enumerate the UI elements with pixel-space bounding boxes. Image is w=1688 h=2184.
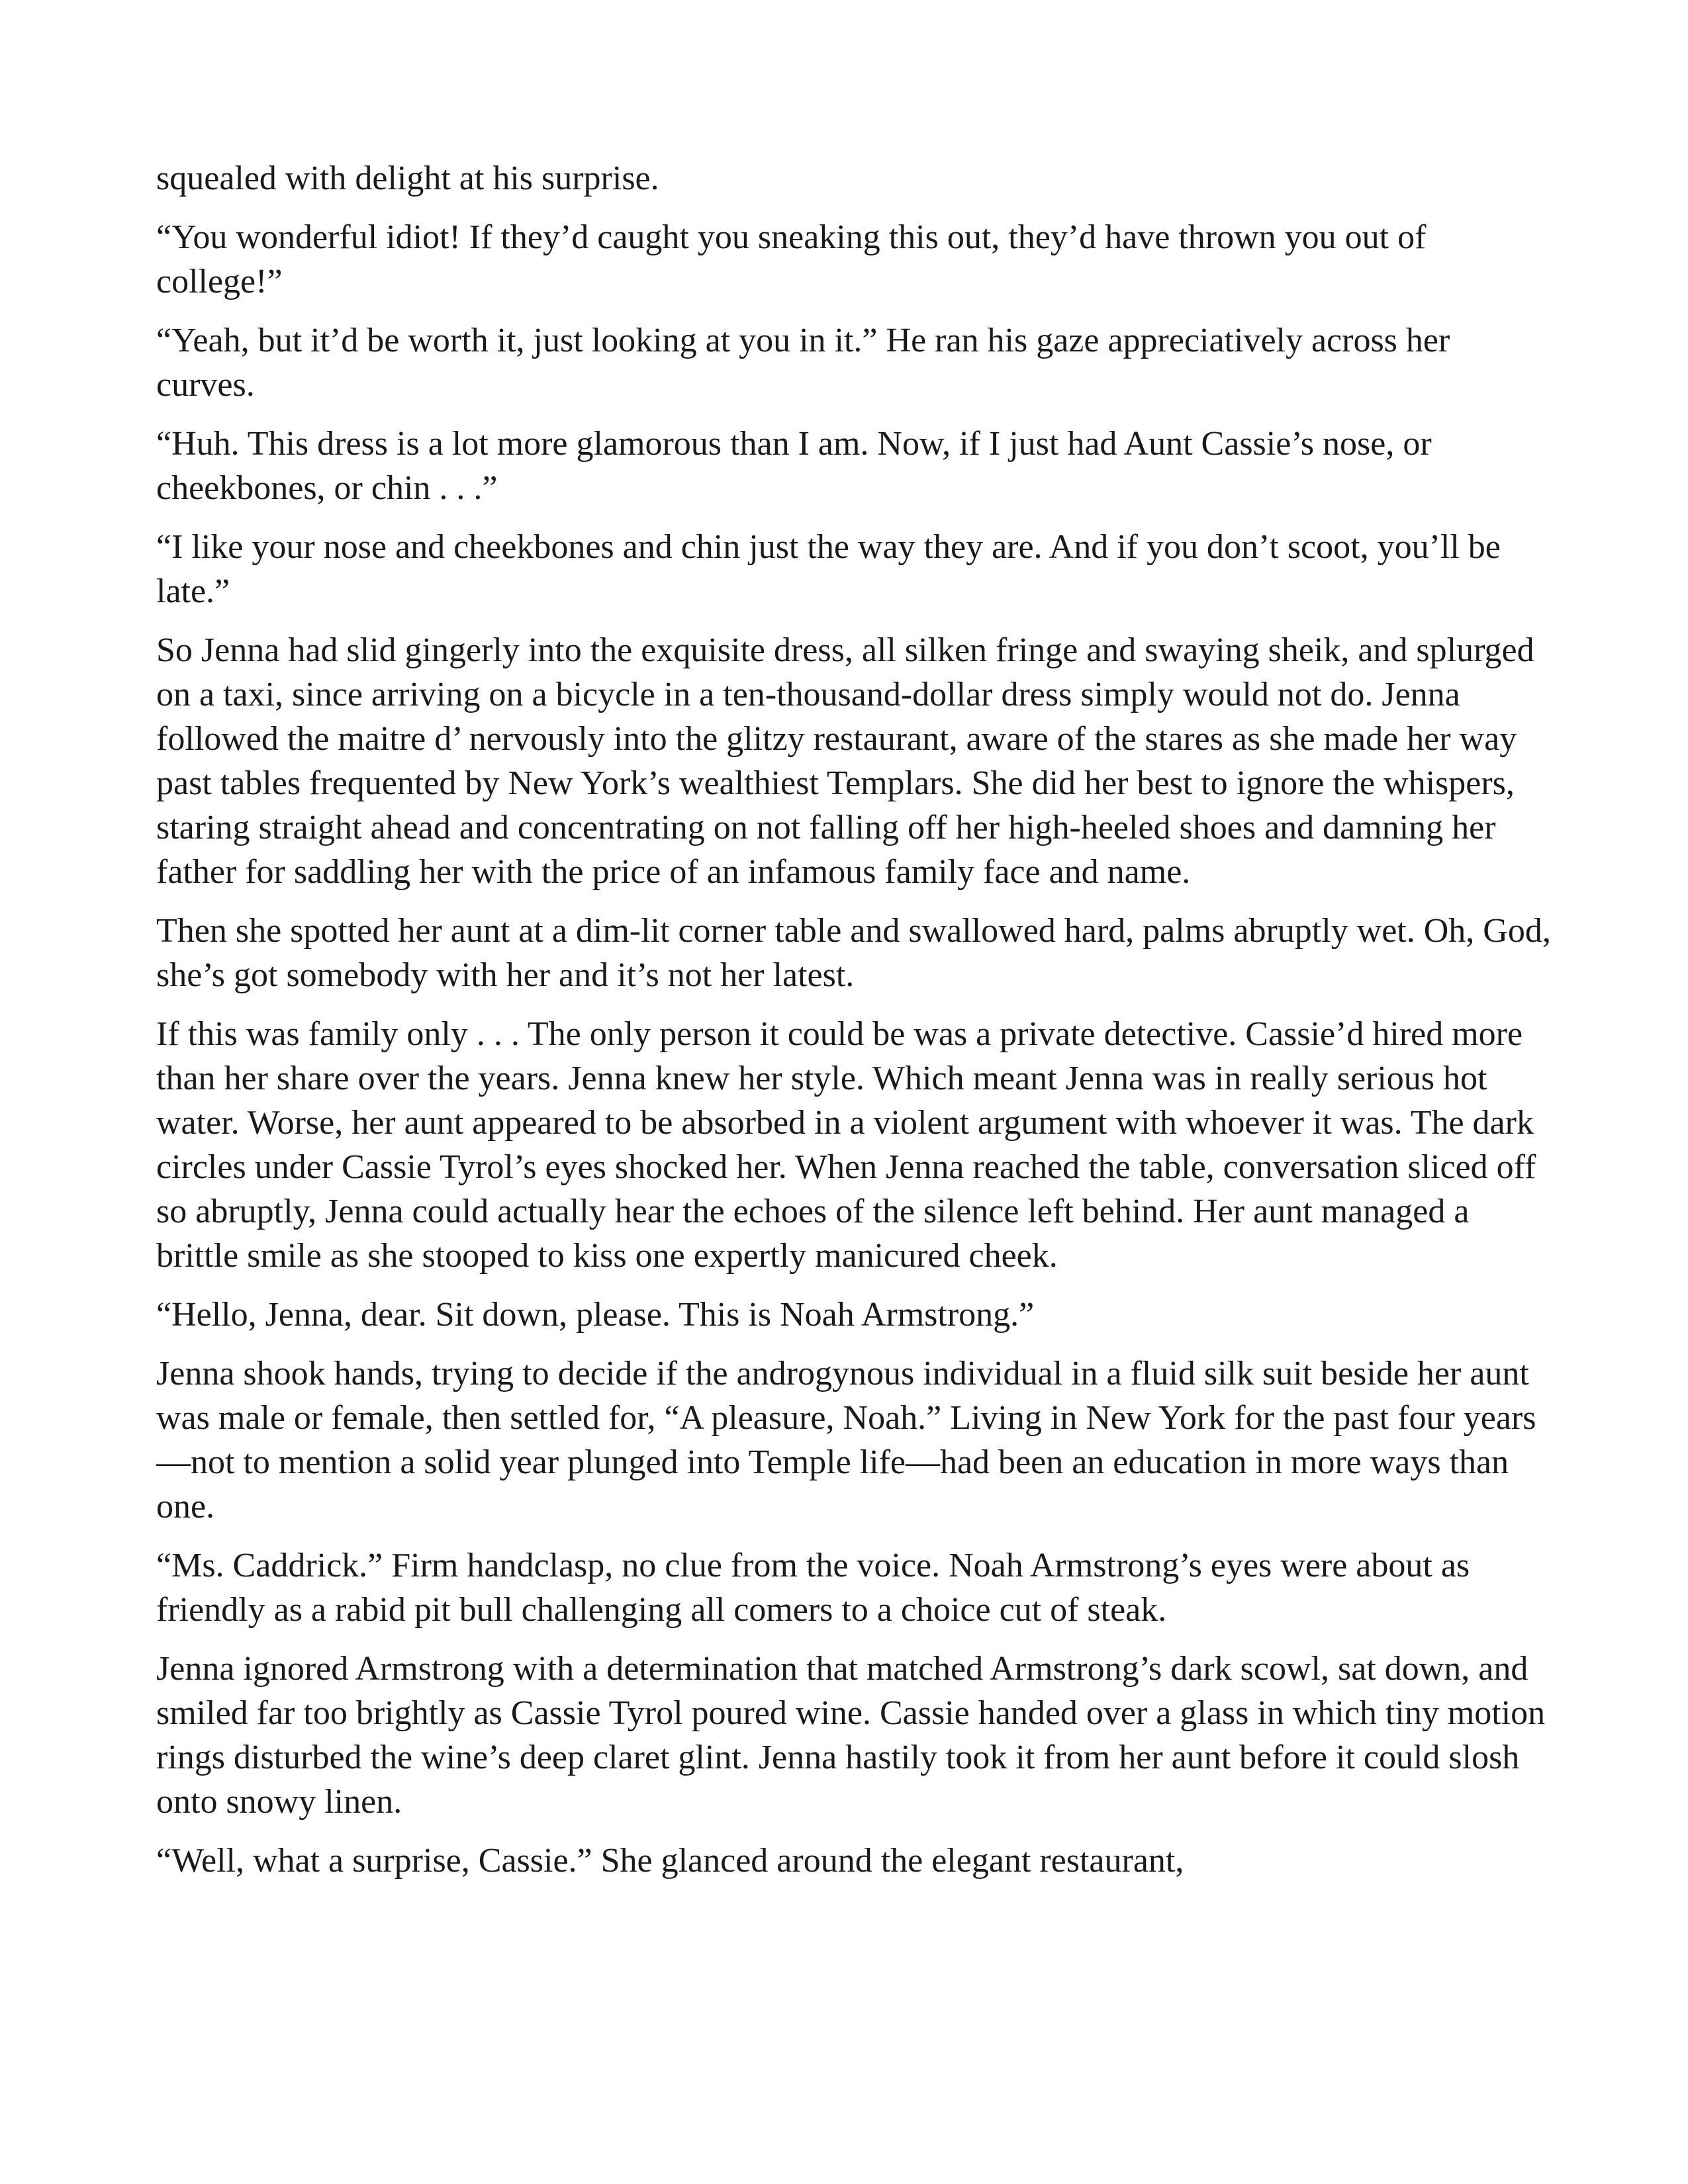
- paragraph: “I like your nose and cheekbones and chin just the way they are. And if you don’t scoot, you’ll be late.”: [156, 528, 1501, 610]
- paragraph: “Well, what a surprise, Cassie.” She glanced around the elegant restaurant,: [156, 1842, 1184, 1880]
- paragraph: squealed with delight at his surprise.: [156, 159, 659, 197]
- page-body: [156, 156, 1553, 1897]
- paragraph: So Jenna had slid gingerly into the exquisite dress, all silken fringe and swaying sheik, and splurged on a taxi, since arriving on a bicycle in a ten-thousand-dollar dress simply would not do. Jenna followed the maitre d’ nervously into the glitzy restaurant, aware of the stares as she made her way past tables frequented by New York’s wealthiest Templars. She did her best to ignore the whispers, staring straight ahead and concentrating on not falling off her high-heeled shoes and damning her father for saddling her with the price of an infamous family face and name.: [156, 631, 1534, 891]
- paragraph: Jenna ignored Armstrong with a determination that matched Armstrong’s dark scowl, sat down, and smiled far too brightly as Cassie Tyrol poured wine. Cassie handed over a glass in which tiny motion rings disturbed the wine’s deep claret glint. Jenna hastily took it from her aunt before it could slosh onto snowy linen.: [156, 1650, 1546, 1821]
- paragraph: “Hello, Jenna, dear. Sit down, please. This is Noah Armstrong.”: [156, 1296, 1035, 1334]
- paragraph: “Yeah, but it’d be worth it, just looking at you in it.” He ran his gaze appreciatively across her curves.: [156, 322, 1450, 404]
- paragraph: Jenna shook hands, trying to decide if the androgynous individual in a fluid silk suit beside her aunt was male or female, then settled for, “A pleasure, Noah.” Living in New York for the past four years—not to mention a solid year plunged into Temple life—had been an education in more ways than one.: [156, 1355, 1536, 1525]
- paragraph: “Ms. Caddrick.” Firm handclasp, no clue from the voice. Noah Armstrong’s eyes were about as friendly as a rabid pit bull challenging all comers to a choice cut of steak.: [156, 1547, 1470, 1629]
- paragraph: “Huh. This dress is a lot more glamorous than I am. Now, if I just had Aunt Cassie’s nose, or cheekbones, or chin . . .”: [156, 425, 1432, 507]
- paragraph: If this was family only . . . The only person it could be was a private detective. Cassie’d hired more than her share over the years. Jenna knew her style. Which meant Jenna was in really serious hot water. Worse, her aunt appeared to be absorbed in a violent argument with whoever it was. The dark circles under Cassie Tyrol’s eyes shocked her. When Jenna reached the table, conversation sliced off so abruptly, Jenna could actually hear the echoes of the silence left behind. Her aunt managed a brittle smile as she stooped to kiss one expertly manicured cheek.: [156, 1015, 1536, 1275]
- paragraph: “You wonderful idiot! If they’d caught you sneaking this out, they’d have thrown you out of college!”: [156, 218, 1427, 300]
- paragraph: Then she spotted her aunt at a dim-lit corner table and swallowed hard, palms abruptly wet. Oh, God, she’s got somebody with her and it’s not her latest.: [156, 912, 1551, 994]
